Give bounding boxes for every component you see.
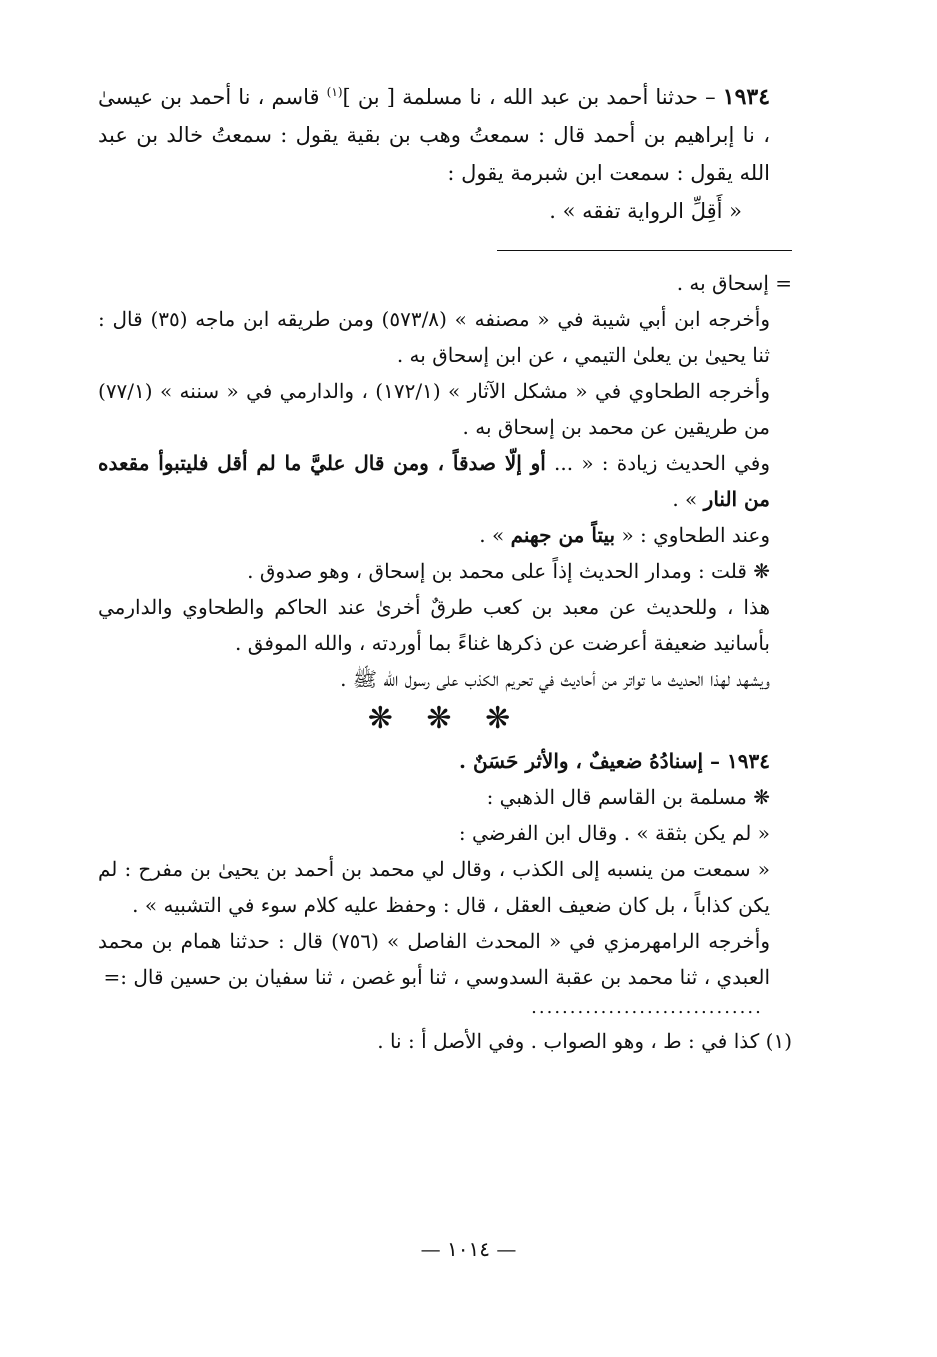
note-paragraph xyxy=(98,445,792,517)
note-text: » . xyxy=(479,523,511,547)
note-text: وفي الحديث زيادة : « ... xyxy=(545,451,770,475)
entry-number: ١٩٣٤ xyxy=(722,84,771,110)
note-paragraph xyxy=(98,517,792,553)
entry-text-part2: قاسم ، نا أحمد بن عيسىٰ ، نا إبراهيم بن أحمد قال : سمعتُ وهب بن بقية يقول : سمعتُ خالد بن عبد الله يقول : سمعت ابن شبرمة يقول : xyxy=(98,85,770,185)
takhrij-paragraph: « سمعت من ينسبه إلى الكذب ، وقال لي محمد بن أحمد بن يحيىٰ بن مفرح : لم يكن كذاباً ، بل كان ضعيف العقل ، قال : وحفظ عليه كلام سوء في التشبيه » . xyxy=(98,857,770,917)
note-paragraph: وأخرجه الطحاوي في « مشكل الآثار » (١٧٢/١) ، والدارمي في « سننه » (٧٧/١) من طريقين عن محمد بن إسحاق به . xyxy=(98,379,770,439)
entry-text-part1: – حدثنا أحمد بن عبد الله ، نا مسلمة [ بن ] xyxy=(342,85,723,109)
takhrij-heading: ١٩٣٤ – إسنادُهُ ضعيفٌ ، والأثر حَسَنٌ . xyxy=(459,749,770,773)
takhrij-paragraph: وأخرجه الرامهرمزي في « المحدث الفاصل » (٧٥٦) قال : حدثنا همام بن محمد العبدي ، ثنا محمد بن عقبة السدوسي ، ثنا أبو غصن ، ثنا سفيان بن حسين قال := xyxy=(98,929,770,989)
note-paragraph: هذا ، وللحديث عن معبد بن كعب طرقٌ أخرىٰ عند الحاكم والطحاوي والدارمي بأسانيد ضعيفة أعرضت عن ذكرها غناءً بما أوردته ، والله الموفق . xyxy=(98,595,770,655)
takhrij-paragraph: ❋ مسلمة بن القاسم قال الذهبي : xyxy=(486,785,770,809)
footnote-separator: .............................. xyxy=(531,1001,763,1015)
commentary-notes xyxy=(98,265,792,1059)
note-paragraph: وأخرجه ابن أبي شيبة في « مصنفه » (٥٧٣/٨) ومن طريقه ابن ماجه (٣٥) قال : ثنا يحيىٰ بن يعلىٰ التيمي ، عن ابن إسحاق به . xyxy=(98,307,770,367)
note-text: » . xyxy=(672,487,704,511)
note-continuation: = إسحاق به . xyxy=(676,271,792,295)
section-separator-stars: ❋ ❋ ❋ xyxy=(367,701,523,736)
takhrij-paragraph: « لم يكن بثقة » . وقال ابن الفرضي : xyxy=(458,821,770,845)
notes-separator-rule xyxy=(497,250,792,251)
note-paragraph: ❋ قلت : ومدار الحديث إذاً على محمد بن إسحاق ، وهو صدوق . xyxy=(247,559,770,583)
note-text: وعند الطحاوي : « xyxy=(615,523,770,547)
page-number: — ١٠١٤ — xyxy=(420,1237,517,1261)
entry-quote: « أَقِلِّ الرواية تفقه » . xyxy=(549,199,742,223)
entry-text xyxy=(98,78,792,192)
footnote-marker[interactable]: (١) xyxy=(326,85,343,99)
note-bold-text: أو إلّا صدقاً ، ومن قال عليَّ ما لم أقل فليتبوأ مقعده من النار xyxy=(98,451,770,511)
note-bold-text: بيتاً من جهنم xyxy=(510,523,616,547)
footnote: (١) كذا في : ط ، وهو الصواب . وفي الأصل أ : نا . xyxy=(377,1029,792,1053)
page-body xyxy=(98,78,792,1059)
note-paragraph: ويشهد لهذا الحديث ما تواتر من أحاديث في تحريم الكذب على رسول الله ﷺ . xyxy=(340,667,770,691)
hadith-entry xyxy=(98,78,792,230)
